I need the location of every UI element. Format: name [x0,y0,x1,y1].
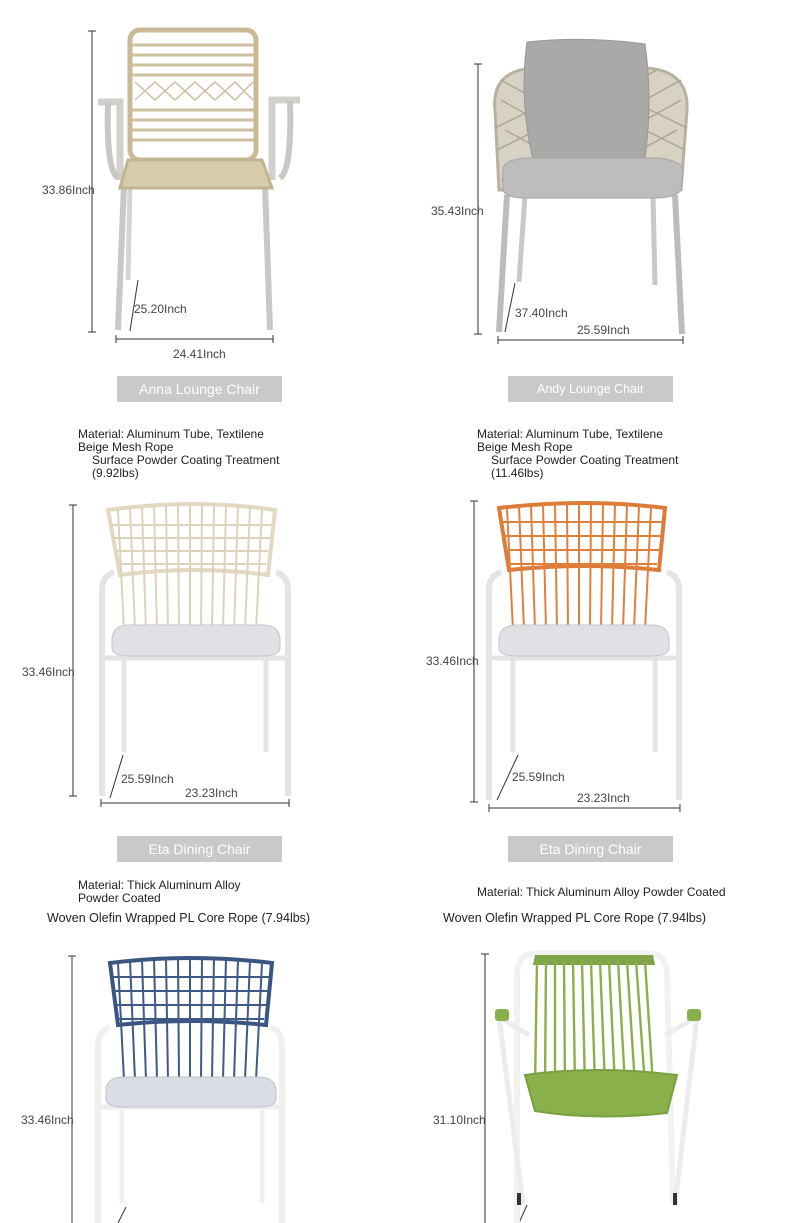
eta-beige-description: Woven Olefin Wrapped PL Core Rope (7.94lbs) [47,911,311,925]
green-chair-image [395,935,790,1223]
anna-material-line-3: Surface Powder Coating Treatment [92,453,280,467]
andy-material-line-4: (11.46lbs) [491,466,544,480]
anna-material-line-2: Beige Mesh Rope [78,440,174,454]
eta-beige-name-badge: Eta Dining Chair [117,836,282,862]
andy-material-line-3: Surface Powder Coating Treatment [491,453,679,467]
eta-beige-material-line-1: Material: Thick Aluminum Alloy [78,878,241,892]
eta-beige-chair-image [0,480,395,830]
andy-material-line-1: Material: Aluminum Tube, Textilene [477,427,663,441]
anna-depth-label: 25.20Inch [134,302,187,316]
blue-height-label: 33.46Inch [21,1113,74,1127]
green-height-label: 31.10Inch [433,1113,486,1127]
andy-depth-label: 37.40Inch [515,306,568,320]
eta-orange-material-line-1: Material: Thick Aluminum Alloy Powder Coated [477,885,726,899]
andy-height-label: 35.43Inch [431,204,484,218]
anna-height-label: 33.86Inch [42,183,95,197]
anna-material-line-1: Material: Aluminum Tube, Textilene [78,427,264,441]
eta-orange-height-label: 33.46Inch [426,654,479,668]
anna-material-line-4: (9.92lbs) [92,466,139,480]
anna-width-label: 24.41Inch [173,347,226,361]
eta-beige-material-line-2: Powder Coated [78,891,161,905]
blue-chair-image [0,935,395,1223]
eta-orange-description: Woven Olefin Wrapped PL Core Rope (7.94lbs) [443,911,707,925]
andy-name-badge: Andy Lounge Chair [508,376,673,402]
eta-orange-depth-label: 25.59Inch [512,770,565,784]
eta-beige-width-label: 23.23Inch [185,786,238,800]
anna-name-badge: Anna Lounge Chair [117,376,282,402]
andy-material-line-2: Beige Mesh Rope [477,440,573,454]
eta-orange-width-label: 23.23Inch [577,791,630,805]
eta-beige-height-label: 33.46Inch [22,665,75,679]
eta-orange-name-badge: Eta Dining Chair [508,836,673,862]
andy-width-label: 25.59Inch [577,323,630,337]
eta-beige-depth-label: 25.59Inch [121,772,174,786]
